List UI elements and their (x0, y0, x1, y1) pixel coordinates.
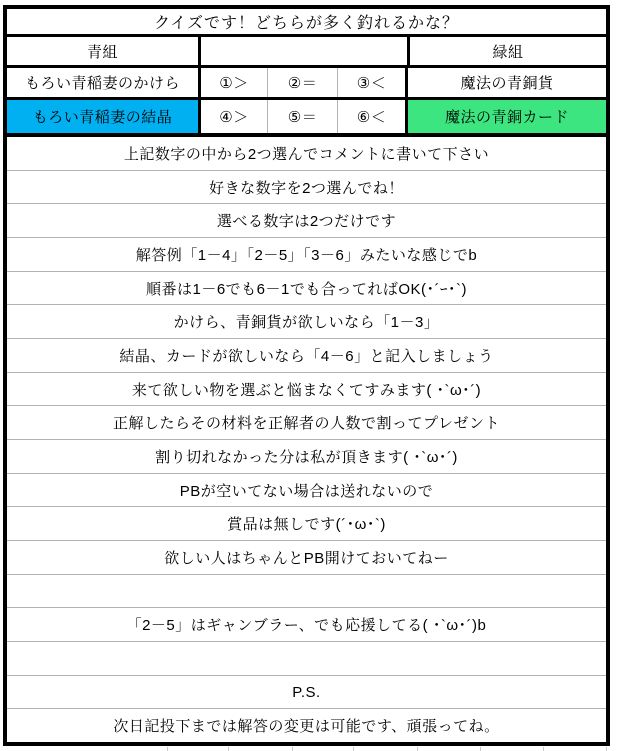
item-row-crystal (7, 100, 606, 137)
team-header-row (7, 37, 606, 68)
empty-header-cell (201, 37, 410, 65)
item-row-fragment (7, 68, 606, 100)
option-3: ③＜ (338, 68, 408, 97)
instruction-row-6: かけら、青銅貨が欲しいなら「1－3」 (7, 305, 606, 339)
sheet-gridline-remnant (606, 747, 607, 751)
instruction-row-10: 割り切れなかった分は私が頂きます( ･`ω･´) (7, 440, 606, 474)
empty-row-1 (7, 575, 606, 609)
instruction-row-4: 解答例「1－4」「2－5」「3－6」みたいな感じでb (7, 238, 606, 272)
instruction-row-11: PBが空いてない場合は送れないので (7, 474, 606, 508)
option-1: ①＞ (201, 68, 268, 97)
blue-item-crystal: もろい青稲妻の結晶 (7, 100, 201, 133)
quiz-title: クイズです！どちらが多く釣れるかな？ (153, 15, 460, 32)
ps-row: P.S. (7, 676, 606, 710)
sheet-gridline-remnant (292, 747, 293, 751)
sheet-gridline-remnant (167, 747, 168, 751)
empty-row-2 (7, 642, 606, 676)
blue-team-header: 青組 (7, 37, 201, 65)
green-prize-coin: 魔法の青銅貨 (460, 75, 554, 92)
instructions-body (7, 137, 606, 742)
option-4: ④＞ (201, 100, 268, 133)
sheet-gridline-remnant (543, 747, 544, 751)
instruction-row-13: 欲しい人はちゃんとPB開けておいてねー (7, 541, 606, 575)
instruction-row-7: 結晶、カードが欲しいなら「4－6」と記入しましょう (7, 339, 606, 373)
instruction-row-14: 「2－5」はギャンブラー、でも応援してる( ･`ω･´)b (7, 608, 606, 642)
quiz-table (3, 5, 610, 746)
sheet-gridline-remnant (480, 747, 481, 751)
green-team-header: 緑組 (492, 43, 524, 61)
option-2: ②＝ (268, 68, 338, 97)
instruction-row-3: 選べる数字は2つだけです (7, 204, 606, 238)
sheet-gridline-remnant (353, 747, 354, 751)
instruction-row-15: 次日記投下までは解答の変更は可能です、頑張ってね。 (113, 718, 500, 736)
quiz-title-row (7, 9, 606, 37)
option-5: ⑤＝ (268, 100, 338, 133)
instruction-row-5: 順番は1－6でも6－1でも合ってればOK(･´ｰ･`) (7, 272, 606, 306)
instruction-row-1: 上記数字の中から2つ選んでコメントに書いて下さい (7, 137, 606, 171)
green-prize-card: 魔法の青銅カード (408, 100, 606, 133)
option-6: ⑥＜ (338, 100, 408, 133)
sheet-gridline-remnant (228, 747, 229, 751)
sheet-gridline-remnant (417, 747, 418, 751)
instruction-row-2: 好きな数字を2つ選んでね！ (7, 171, 606, 205)
instruction-row-8: 来て欲しい物を選ぶと悩まなくてすみます( ･`ω･´) (7, 373, 606, 407)
instruction-row-9: 正解したらその材料を正解者の人数で割ってプレゼント (7, 406, 606, 440)
instruction-row-12: 賞品は無しです(´･ω･`) (7, 507, 606, 541)
blue-item-fragment: もろい青稲妻のかけら (7, 68, 201, 97)
